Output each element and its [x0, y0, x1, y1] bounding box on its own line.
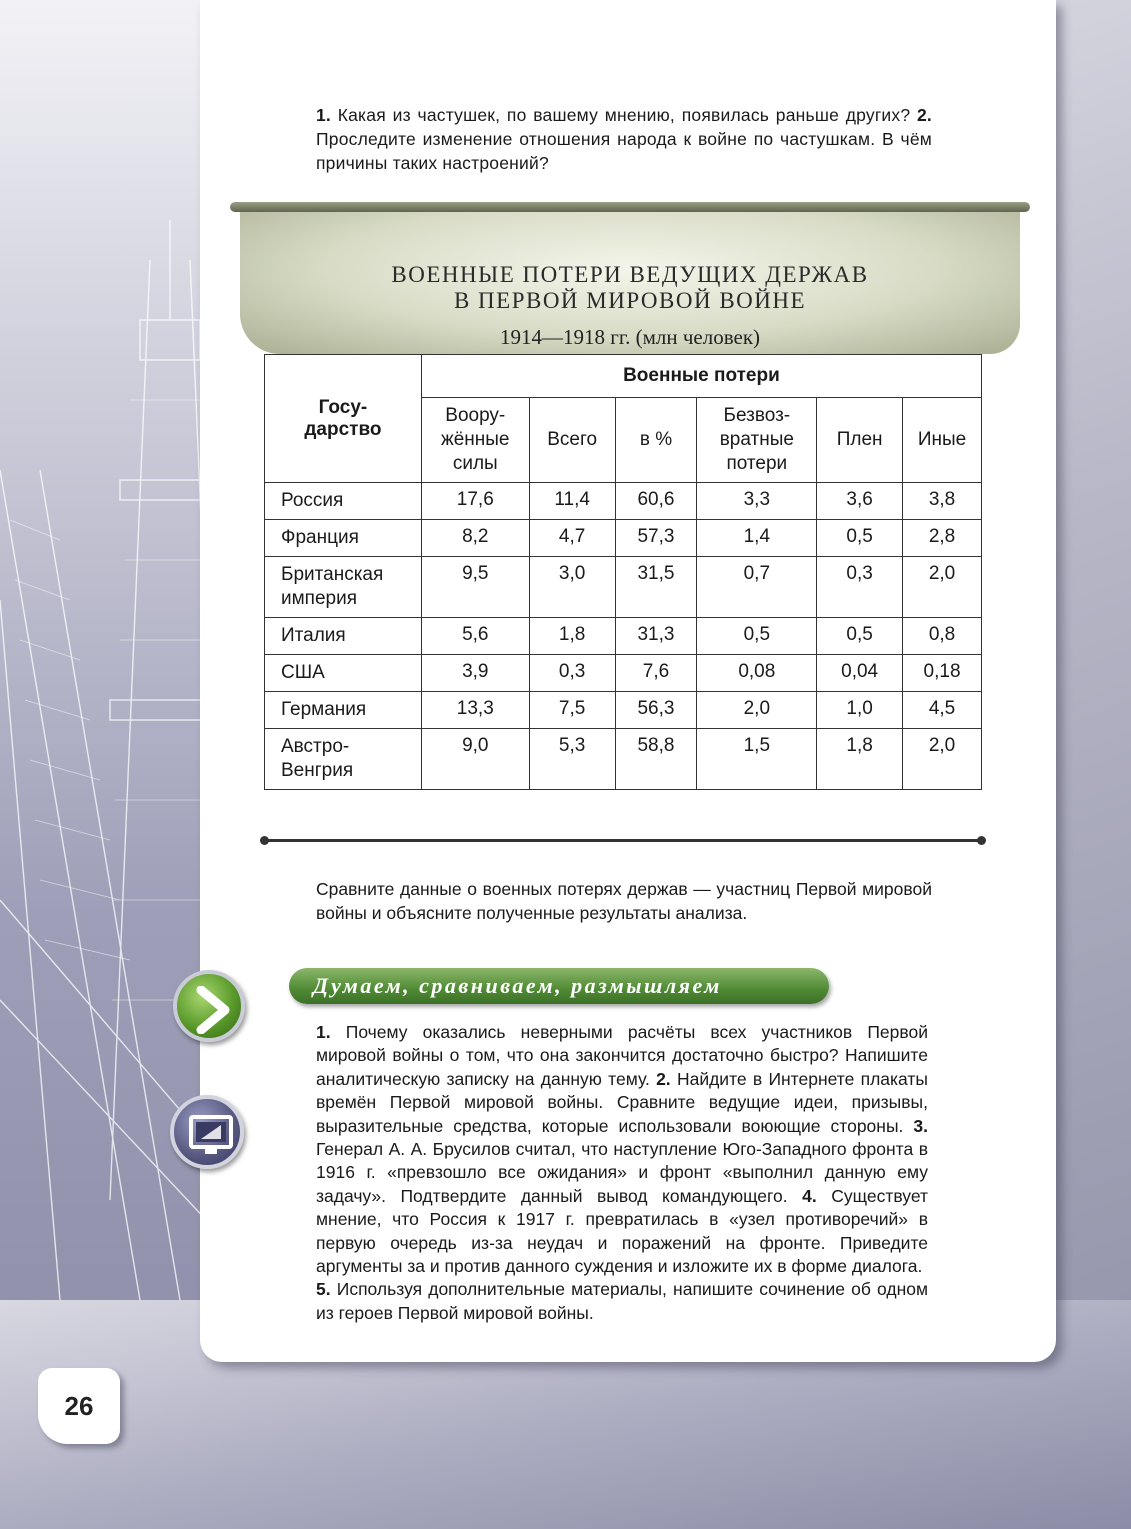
value-cell: 0,18	[903, 655, 982, 692]
task-3-number: 3.	[913, 1115, 928, 1136]
value-cell: 0,3	[529, 655, 615, 692]
value-cell: 0,04	[817, 655, 903, 692]
column-header-1: Всего	[529, 398, 615, 483]
value-cell: 3,3	[697, 483, 817, 520]
country-header: Госу- дарство	[265, 355, 422, 483]
table-title-line-2: В ПЕРВОЙ МИРОВОЙ ВОЙНЕ	[453, 288, 807, 313]
table-subtitle: 1914—1918 гг. (млн человек)	[499, 325, 761, 349]
task-3-text: Генерал А. А. Брусилов считал, что наступление Юго-Западного фронта в 1916 г. «превзошло все ожидания» и фронт «выполнил данную ему задачу». Подтвердите данный вывод командующего.	[316, 1139, 928, 1206]
value-cell: 0,5	[817, 618, 903, 655]
value-cell: 3,9	[421, 655, 529, 692]
value-cell: 57,3	[615, 520, 697, 557]
value-cell: 13,3	[421, 692, 529, 729]
task-1-number: 1.	[316, 1022, 331, 1042]
compare-assignment: Сравните данные о военных потерях держав — участниц Первой мировой войны и объясните полученные результаты анализа.	[316, 879, 932, 923]
question-1-text: Какая из частушек, по вашему мнению, появилась раньше других?	[331, 105, 917, 125]
arrow-right-icon	[173, 970, 245, 1042]
table-row	[265, 655, 982, 692]
value-cell: 1,8	[529, 618, 615, 655]
value-cell: 0,5	[697, 618, 817, 655]
value-cell: 1,8	[817, 729, 903, 790]
value-cell: 11,4	[529, 483, 615, 520]
country-cell: Британская империя	[265, 557, 422, 618]
intro-questions	[316, 103, 932, 175]
value-cell: 4,5	[903, 692, 982, 729]
task-2-number: 2.	[656, 1068, 671, 1089]
task-5-text: Используя дополнительные материалы, напишите сочинение об одном из героев Первой мировой войны.	[316, 1279, 928, 1323]
section-heading: Думаем, сравниваем, размышляем	[289, 968, 829, 1004]
table-title-line-1: ВОЕННЫЕ ПОТЕРИ ВЕДУЩИХ ДЕРЖАВ	[391, 262, 869, 287]
value-cell: 9,5	[421, 557, 529, 618]
value-cell: 7,5	[529, 692, 615, 729]
column-header-3: Безвоз- вратные потери	[697, 398, 817, 483]
country-cell: Италия	[265, 618, 422, 655]
value-cell: 2,0	[697, 692, 817, 729]
value-cell: 56,3	[615, 692, 697, 729]
question-2-number: 2.	[917, 105, 932, 125]
country-cell: Германия	[265, 692, 422, 729]
task-5-number: 5.	[316, 1279, 331, 1300]
value-cell: 0,3	[817, 557, 903, 618]
value-cell: 58,8	[615, 729, 697, 790]
table-row	[265, 729, 982, 790]
losses-table	[264, 354, 982, 790]
value-cell: 60,6	[615, 483, 697, 520]
question-1-number: 1.	[316, 105, 331, 125]
column-header-2: в %	[615, 398, 697, 483]
monitor-icon	[170, 1095, 244, 1169]
value-cell: 1,4	[697, 520, 817, 557]
value-cell: 5,3	[529, 729, 615, 790]
column-header-5: Иные	[903, 398, 982, 483]
table-title-banner	[240, 204, 1020, 354]
country-cell: США	[265, 655, 422, 692]
task-4-text: Существует мнение, что Россия к 1917 г. превратилась в «узел противоречий» в первую очередь из-за неудач и поражений на фронте. Приведите аргументы за и против данного суждения и изложите их в форме диалога.	[316, 1185, 928, 1277]
table-row	[265, 618, 982, 655]
country-cell: Франция	[265, 520, 422, 557]
value-cell: 0,08	[697, 655, 817, 692]
textbook-page	[200, 0, 1056, 1362]
table-row	[265, 483, 982, 520]
value-cell: 3,8	[903, 483, 982, 520]
value-cell: 7,6	[615, 655, 697, 692]
table-title	[240, 262, 1020, 314]
value-cell: 2,0	[903, 729, 982, 790]
table-row	[265, 520, 982, 557]
task-2-text: Найдите в Интернете плакаты времён Первой мировой войны. Сравните ведущие идеи, призывы, выразительные средства, которые использовали воюющие стороны.	[316, 1068, 928, 1136]
value-cell: 4,7	[529, 520, 615, 557]
value-cell: 3,6	[817, 483, 903, 520]
value-cell: 0,5	[817, 520, 903, 557]
value-cell: 5,6	[421, 618, 529, 655]
value-cell: 1,0	[817, 692, 903, 729]
value-cell: 9,0	[421, 729, 529, 790]
question-2-text: Проследите изменение отношения народа к войне по частушкам. В чём причины таких настроений?	[316, 129, 932, 173]
value-cell: 31,3	[615, 618, 697, 655]
page-number: 26	[38, 1368, 120, 1444]
value-cell: 3,0	[529, 557, 615, 618]
value-cell: 2,0	[903, 557, 982, 618]
value-cell: 1,5	[697, 729, 817, 790]
scroll-rod	[230, 202, 1030, 212]
table-bottom-rule	[264, 839, 982, 842]
column-header-0: Воору- жённые силы	[421, 398, 529, 483]
country-cell: Австро- Венгрия	[265, 729, 422, 790]
table-row	[265, 692, 982, 729]
value-cell: 17,6	[421, 483, 529, 520]
country-cell: Россия	[265, 483, 422, 520]
tasks-text	[316, 1021, 928, 1325]
task-4-number: 4.	[802, 1185, 817, 1206]
task-1-text: Почему оказались неверными расчёты всех участников Первой мировой войны о том, что она закончится достаточно быстро? Напишите аналитическую записку на данную тему.	[316, 1022, 928, 1089]
value-cell: 2,8	[903, 520, 982, 557]
table-row	[265, 557, 982, 618]
value-cell: 0,7	[697, 557, 817, 618]
column-header-4: Плен	[817, 398, 903, 483]
value-cell: 0,8	[903, 618, 982, 655]
value-cell: 31,5	[615, 557, 697, 618]
military-losses-header: Военные потери	[421, 355, 981, 398]
value-cell: 8,2	[421, 520, 529, 557]
